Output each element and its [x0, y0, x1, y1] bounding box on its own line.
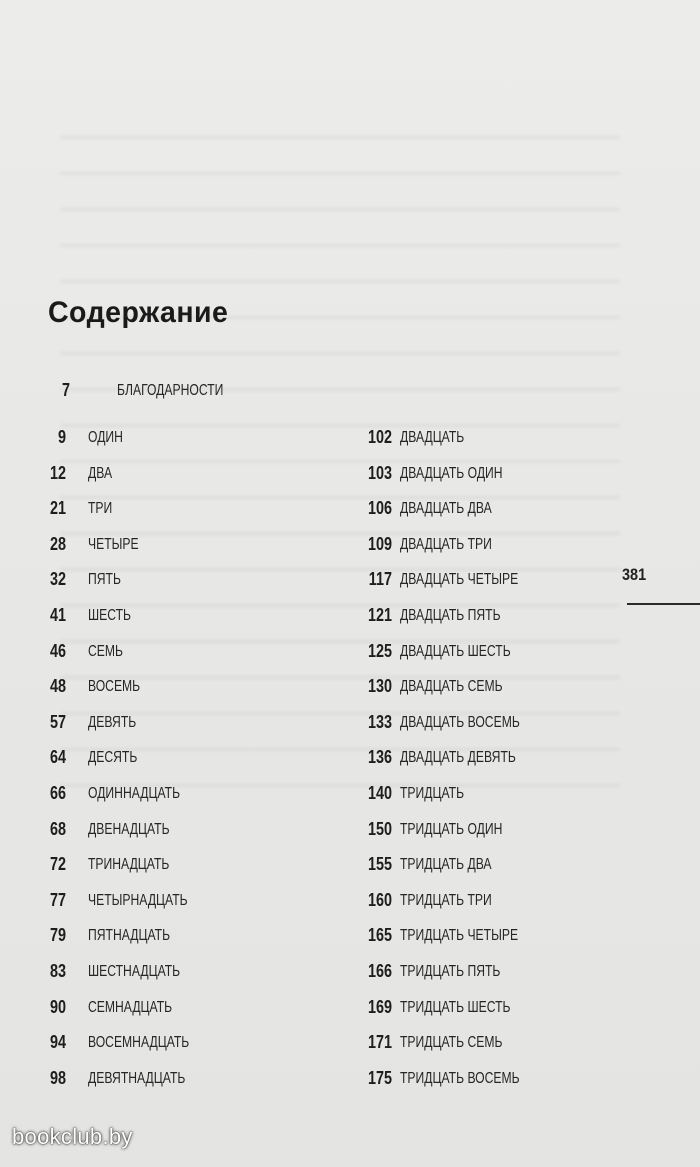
toc-entry	[0, 923, 700, 947]
page-number-rule	[627, 603, 700, 605]
page-number: 381	[622, 565, 647, 584]
toc-page-number: 12	[49, 462, 66, 483]
toc-page-number: 140	[367, 783, 392, 803]
toc-page-number: 57	[49, 711, 66, 732]
toc-entry-title: ДВЕНАДЦАТЬ	[88, 820, 170, 838]
toc-entry-title: ДВАДЦАТЬ ШЕСТЬ	[400, 642, 511, 660]
toc-entry-title: ТРИДЦАТЬ ТРИ	[400, 891, 492, 909]
toc-entry-title: ДЕВЯТЬ	[88, 713, 137, 731]
toc-page-number: 150	[367, 818, 392, 839]
toc-entry-title: ДЕСЯТЬ	[88, 749, 138, 767]
toc-page-number: 166	[367, 961, 392, 981]
toc-entry-title: ДВАДЦАТЬ ЧЕТЫРЕ	[400, 571, 519, 589]
toc-entry-title: ДВАДЦАТЬ ДВА	[400, 500, 492, 518]
toc-entry	[0, 1030, 700, 1054]
toc-entry	[0, 888, 700, 912]
toc-entry-title: СЕМНАДЦАТЬ	[88, 998, 173, 1016]
toc-entry	[0, 745, 700, 769]
toc-page-number: 130	[367, 676, 392, 697]
toc-page-number: 9	[57, 427, 66, 447]
toc-page-number: 121	[367, 605, 392, 625]
toc-entry-title: ТРИНАДЦАТЬ	[88, 856, 170, 874]
toc-entry-title: ДВАДЦАТЬ ТРИ	[400, 535, 492, 553]
toc-page-number: 117	[368, 569, 392, 590]
toc-entry	[0, 567, 700, 591]
toc-entry-title: ДВАДЦАТЬ ДЕВЯТЬ	[400, 749, 516, 767]
toc-page-number: 171	[367, 1032, 392, 1053]
toc-entry-title: ДВАДЦАТЬ ВОСЕМЬ	[400, 713, 520, 731]
toc-entry	[0, 496, 700, 520]
toc-page-number: 90	[49, 996, 66, 1017]
toc-page-number: 175	[367, 1067, 392, 1088]
toc-entry	[0, 852, 700, 876]
toc-entry-title: ТРИДЦАТЬ ШЕСТЬ	[400, 998, 511, 1016]
toc-entry	[0, 959, 700, 983]
toc-entry-title: СЕМЬ	[88, 642, 124, 660]
toc-entry	[0, 532, 700, 556]
toc-page-number: 155	[367, 854, 392, 875]
toc-page-number: 7	[61, 380, 70, 400]
toc-entry-title: ЧЕТЫРНАДЦАТЬ	[88, 891, 188, 909]
toc-entry-title: ДВАДЦАТЬ ПЯТЬ	[400, 607, 501, 624]
toc-entry-title: ДВАДЦАТЬ	[400, 429, 465, 446]
toc-page-number: 77	[49, 889, 66, 910]
toc-page-number: 103	[367, 462, 392, 483]
toc-page-number: 83	[49, 961, 66, 981]
toc-entry-title: ОДИН	[88, 429, 123, 446]
toc-page-number: 106	[367, 498, 392, 519]
toc-entry	[0, 781, 700, 805]
toc-page-number: 72	[49, 854, 66, 875]
toc-entry-title: ТРИДЦАТЬ СЕМЬ	[400, 1034, 503, 1052]
toc-page-number: 125	[367, 640, 392, 661]
toc-entry-title: ТРИ	[88, 500, 113, 518]
toc-entry-title: ДЕВЯТНАДЦАТЬ	[88, 1069, 186, 1087]
toc-page-number: 94	[49, 1032, 66, 1053]
toc-entry-title: ОДИННАДЦАТЬ	[88, 785, 181, 802]
toc-page-number: 21	[49, 498, 66, 519]
toc-entry	[0, 425, 700, 449]
toc-entry	[0, 710, 700, 734]
toc-page-number: 48	[49, 676, 66, 697]
toc-entry-title: ДВАДЦАТЬ СЕМЬ	[400, 678, 503, 696]
toc-page-number: 98	[49, 1067, 66, 1088]
toc-entry	[0, 674, 700, 698]
toc-entry-title: ЧЕТЫРЕ	[88, 535, 139, 553]
toc-entry-title: ДВА	[88, 464, 113, 482]
toc-page-number: 66	[49, 783, 66, 803]
page-title: Содержание	[48, 296, 229, 329]
toc-page-number: 41	[49, 605, 66, 625]
watermark: bookclub.by	[12, 1124, 133, 1149]
toc-entry	[0, 461, 700, 485]
toc-entry-acknowledgements	[0, 378, 340, 402]
toc-page-number: 79	[49, 925, 66, 946]
toc-entry-title: ПЯТНАДЦАТЬ	[88, 927, 171, 945]
toc-entry-title: ВОСЕМНАДЦАТЬ	[88, 1034, 190, 1052]
toc-entry-title: ТРИДЦАТЬ ДВА	[400, 856, 492, 874]
toc-entry-title: ШЕСТНАДЦАТЬ	[88, 963, 181, 980]
toc-entry-title: ТРИДЦАТЬ ПЯТЬ	[400, 963, 501, 980]
toc-page-number: 109	[367, 533, 392, 554]
toc-entry-title: ПЯТЬ	[88, 571, 121, 589]
toc-page-number: 102	[367, 427, 392, 447]
toc-entry-title: ШЕСТЬ	[88, 607, 132, 624]
toc-entry	[0, 995, 700, 1019]
toc-page-number: 169	[367, 996, 392, 1017]
toc-entry-title: ТРИДЦАТЬ	[400, 785, 465, 802]
toc-entry-title: ТРИДЦАТЬ ЧЕТЫРЕ	[400, 927, 519, 945]
toc-entry	[0, 817, 700, 841]
toc-entry-title: ВОСЕМЬ	[88, 678, 141, 696]
toc-entry	[0, 1066, 700, 1090]
toc-page-number: 28	[49, 533, 66, 554]
toc-entry-title: ТРИДЦАТЬ ВОСЕМЬ	[400, 1069, 520, 1087]
toc-page-number: 32	[49, 569, 66, 590]
toc-page-number: 68	[49, 818, 66, 839]
toc-page-number: 46	[49, 640, 66, 661]
toc-page-number: 133	[367, 711, 392, 732]
toc-page-number: 160	[367, 889, 392, 910]
toc-entry	[0, 603, 700, 627]
toc-page-number: 165	[367, 925, 392, 946]
toc-entry	[0, 639, 700, 663]
toc-page-number: 64	[49, 747, 66, 768]
toc-entry-title: ДВАДЦАТЬ ОДИН	[400, 464, 503, 482]
toc-entry-title: ТРИДЦАТЬ ОДИН	[400, 820, 503, 838]
toc-entry-title: БЛАГОДАРНОСТИ	[117, 382, 224, 399]
toc-page-number: 136	[367, 747, 392, 768]
